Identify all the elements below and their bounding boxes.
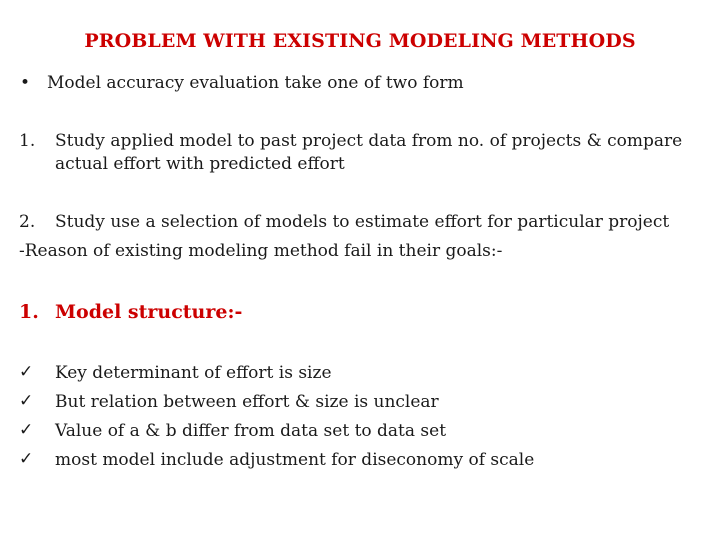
checkmark-icon: ✓: [19, 391, 34, 411]
checklist-item: most model include adjustment for diseconomy of scale: [55, 450, 535, 470]
item1-marker: 1.: [19, 131, 36, 151]
bullet-text: Model accuracy evaluation take one of two form: [47, 73, 464, 93]
item2-text: Study use a selection of models to estimate effort for particular project: [55, 212, 670, 232]
reason-text: -Reason of existing modeling method fail in their goals:-: [19, 241, 503, 261]
item2-marker: 2.: [19, 212, 36, 232]
item1-line1: Study applied model to past project data from no. of projects & compare: [55, 131, 683, 151]
checkmark-icon: ✓: [19, 420, 34, 440]
item1-line2: actual effort with predicted effort: [55, 154, 345, 174]
checklist-item: Key determinant of effort is size: [55, 363, 332, 383]
checklist-item: But relation between effort & size is unclear: [55, 392, 439, 412]
checklist-item: Value of a & b differ from data set to data set: [55, 421, 447, 441]
section-number: 1.: [19, 301, 39, 323]
checkmark-icon: ✓: [19, 362, 34, 382]
bullet-marker: •: [20, 73, 31, 93]
slide-title: PROBLEM WITH EXISTING MODELING METHODS: [84, 30, 636, 52]
section-heading: Model structure:-: [55, 301, 243, 323]
checkmark-icon: ✓: [19, 449, 34, 469]
